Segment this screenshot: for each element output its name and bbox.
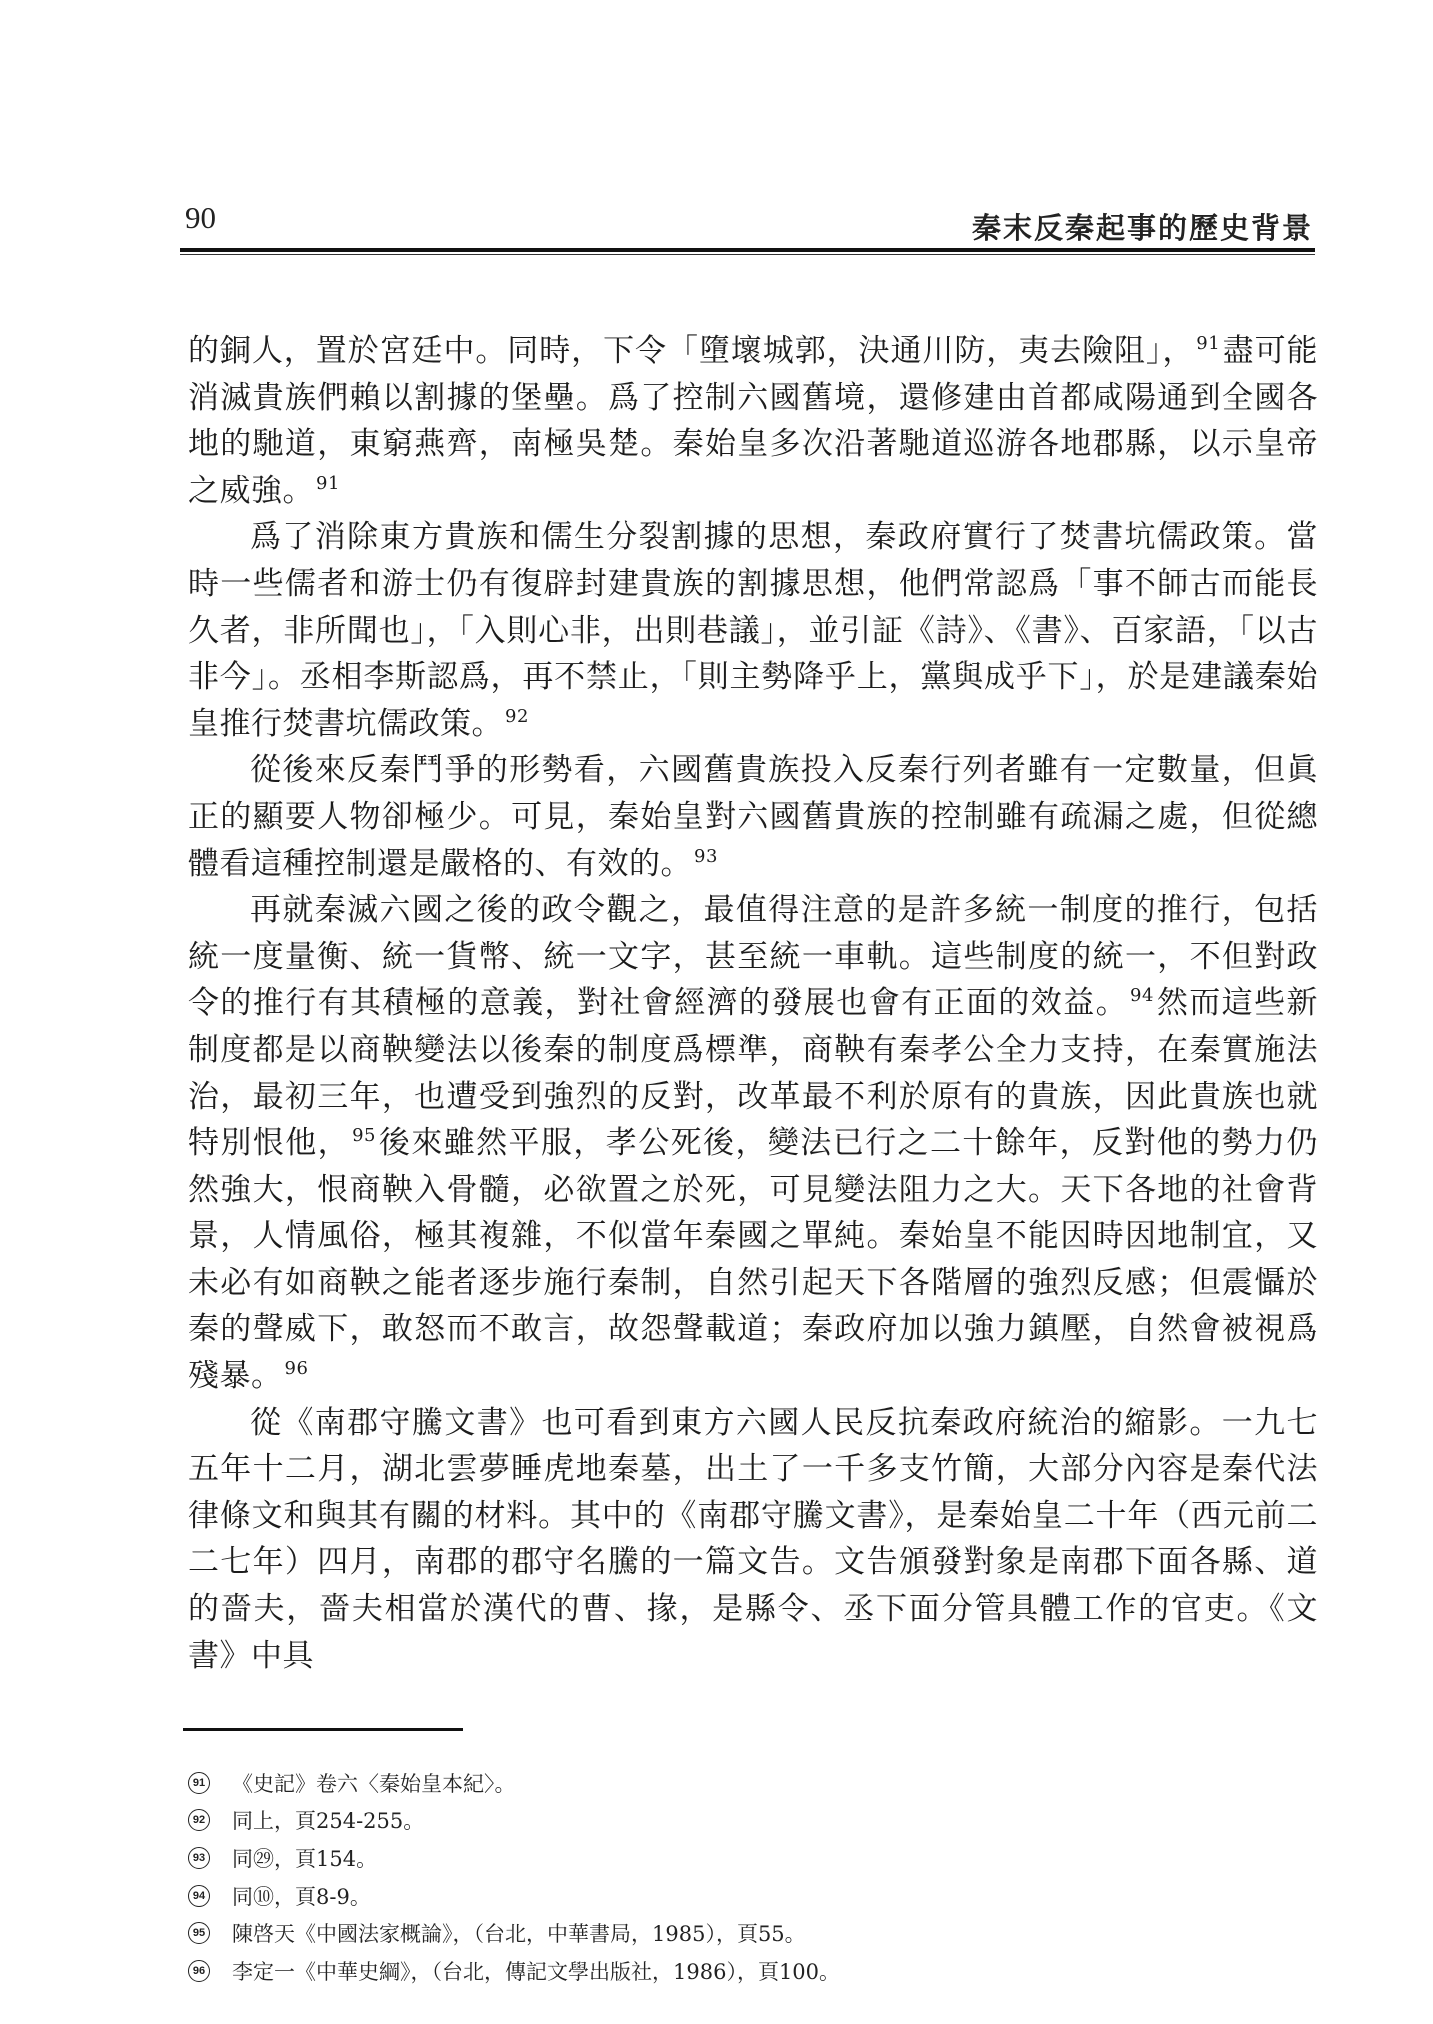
- footnote-text: 《史記》卷六〈秦始皇本紀〉。: [232, 1771, 516, 1796]
- footnote-text: 同㉙，頁154。: [232, 1846, 378, 1871]
- footnote-number: 96: [188, 1960, 210, 1982]
- footnote-item: [188, 1802, 1288, 1840]
- paragraph-text: 從後來反秦鬥爭的形勢看，六國舊貴族投入反秦行列者雖有一定數量，但眞正的顯要人物卻極少。可見，秦始皇對六國舊貴族的控制雖有疏漏之處，但從總體看這種控制還是嚴格的、有效的。: [188, 752, 1318, 882]
- footnote-item: [188, 1952, 1288, 1990]
- footnote-ref: 96: [284, 1358, 309, 1380]
- header-rule-thin: [180, 254, 1315, 255]
- footnote-item: [188, 1764, 1288, 1802]
- footnote-ref: 91: [316, 472, 340, 494]
- running-title: 秦末反秦起事的歷史背景: [971, 211, 1313, 245]
- body-paragraph: [188, 328, 1318, 514]
- page-number: 90: [185, 200, 216, 235]
- footnote-number: 95: [188, 1922, 210, 1944]
- footnote-text: 同⑩，頁8-9。: [232, 1884, 371, 1909]
- footnote-item: [188, 1877, 1288, 1915]
- footnotes: [188, 1764, 1288, 1990]
- paragraph-text: 的銅人，置於宮廷中。同時，下令「墮壞城郭，決通川防，夷去險阻」，: [188, 333, 1195, 369]
- footnote-number: 93: [188, 1847, 210, 1869]
- footnote-item: [188, 1914, 1288, 1952]
- footnote-ref: 93: [694, 845, 718, 867]
- footnote-text: 同上，頁254-255。: [232, 1809, 425, 1834]
- paragraph-text: 盡可能消滅貴族們賴以割據的堡壘。爲了控制六國舊境，還修建由首都咸陽通到全國各地的馳道，東窮燕齊，南極吳楚。秦始皇多次沿著馳道巡游各地郡縣，以示皇帝之威強。: [188, 333, 1318, 509]
- body-paragraph: [188, 1400, 1318, 1680]
- footnote-ref: 91: [1196, 333, 1221, 354]
- footnote-ref: 95: [352, 1125, 376, 1147]
- footnote-ref: 94: [1130, 985, 1154, 1007]
- footnote-number: 92: [188, 1809, 210, 1831]
- body-paragraph: [188, 514, 1318, 747]
- header-rule: [180, 248, 1315, 252]
- footnote-item: [188, 1839, 1288, 1877]
- footnote-ref: 92: [505, 705, 529, 727]
- paragraph-text: 然而這些新制度都是以商鞅變法以後秦的制度爲標準，商鞅有秦孝公全力支持，在秦實施法治，最初三年，也遭受到強烈的反對，改革最不利於原有的貴族，因此貴族也就特別恨他，: [188, 985, 1319, 1162]
- footnote-divider: [183, 1728, 463, 1731]
- footnote-text: 李定一《中華史綱》，（台北，傳記文學出版社，1986），頁100。: [232, 1959, 841, 1984]
- body-paragraph: [188, 887, 1318, 1400]
- footnote-number: 94: [188, 1885, 210, 1907]
- footnote-number: 91: [188, 1772, 210, 1794]
- body-paragraph: [188, 747, 1318, 887]
- paragraph-text: 再就秦滅六國之後的政令觀之，最值得注意的是許多統一制度的推行，包括統一度量衡、統一貨幣、統一文字，甚至統一車軌。這些制度的統一，不但對政令的推行有其積極的意義，對社會經濟的發展也會有正面的效益。: [188, 892, 1318, 1022]
- paragraph-text: 爲了消除東方貴族和儒生分裂割據的思想，秦政府實行了焚書坑儒政策。當時一些儒者和游士仍有復辟封建貴族的割據思想，他們常認爲「事不師古而能長久者，非所聞也」，「入則心非，出則巷議」，並引証《詩》、《書》、百家語，「以古非今」。丞相李斯認爲，再不禁止，「則主勢降乎上，黨與成乎下」，於是建議秦始皇推行焚書坑儒政策。: [188, 519, 1318, 742]
- paragraph-text: 後來雖然平服，孝公死後，變法已行之二十餘年，反對他的勢力仍然強大，恨商鞅入骨髓，必欲置之於死，可見變法阻力之大。天下各地的社會背景，人情風俗，極其複雜，不似當年秦國之單純。秦始皇不能因時因地制宜，又未必有如商鞅之能者逐步施行秦制，自然引起天下各階層的強烈反感；但震懾於秦的聲威下，敢怒而不敢言，故怨聲載道；秦政府加以強力鎮壓，自然會被視爲殘暴。: [188, 1125, 1319, 1395]
- paragraph-text: 從《南郡守騰文書》也可看到東方六國人民反抗秦政府統治的縮影。一九七五年十二月，湖北雲夢睡虎地秦墓，出土了一千多支竹簡，大部分內容是秦代法律條文和與其有關的材料。其中的《南郡守騰文書》，是秦始皇二十年（西元前二二七年）四月，南郡的郡守名騰的一篇文告。文告頒發對象是南郡下面各縣、道的嗇夫，嗇夫相當於漢代的曹、掾，是縣令、丞下面分管具體工作的官吏。《文書》中具: [188, 1404, 1318, 1674]
- footnote-text: 陳啓天《中國法家概論》，（台北，中華書局，1985），頁55。: [232, 1922, 806, 1947]
- body-text: [188, 328, 1318, 1679]
